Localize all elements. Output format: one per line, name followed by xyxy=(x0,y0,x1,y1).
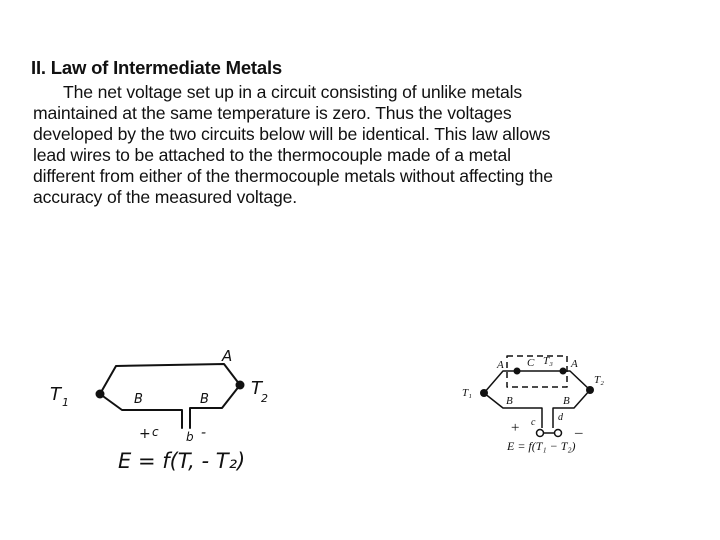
label-b-left: B xyxy=(506,395,513,407)
label-c-lower: c xyxy=(531,417,536,428)
label-a-left: A xyxy=(497,359,504,371)
label-plus: + xyxy=(139,426,151,442)
terminal-minus xyxy=(555,430,562,437)
paragraph-line: The net voltage set up in a circuit consisting of unlike metals xyxy=(63,82,522,102)
label-c: c xyxy=(152,425,159,439)
paragraph-line: accuracy of the measured voltage. xyxy=(33,187,297,207)
paragraph-line: different from either of the thermocouple metals without affecting the xyxy=(33,166,553,186)
label-minus: - xyxy=(201,425,207,441)
junction-t1-dot xyxy=(96,390,105,399)
label-b-left: B xyxy=(134,392,143,407)
junction-c-left-dot xyxy=(514,368,521,375)
right-equation: E = f(T₁ − T₂) xyxy=(507,439,576,453)
label-a-right: A xyxy=(571,358,578,370)
label-t2: T xyxy=(251,378,262,399)
label-b-right: B xyxy=(563,395,570,407)
junction-t2-dot xyxy=(586,386,594,394)
label-plus: + xyxy=(510,420,521,436)
junction-t2-dot xyxy=(236,381,245,390)
paragraph-line: developed by the two circuits below will be identical. This law allows xyxy=(33,124,551,144)
label-t2: T₂ xyxy=(594,374,604,386)
left-thermocouple-diagram xyxy=(100,364,240,428)
wire-a-c xyxy=(484,371,590,393)
label-minus: – xyxy=(575,425,583,441)
terminal-plus xyxy=(537,430,544,437)
label-t2-sub: 2 xyxy=(261,392,268,405)
label-c: C xyxy=(527,357,535,369)
wire-b-right xyxy=(190,385,240,428)
junction-c-right-dot xyxy=(560,368,567,375)
label-t3: T₃ xyxy=(543,355,553,367)
label-t1-sub: 1 xyxy=(62,396,69,409)
label-b-lower: b xyxy=(186,430,194,444)
wire-a xyxy=(100,364,240,394)
label-a: A xyxy=(222,347,233,365)
left-equation: E = f(T, - T₂) xyxy=(118,449,246,473)
paragraph-line: lead wires to be attached to the thermocouple made of a metal xyxy=(33,145,511,165)
label-t1: T₁ xyxy=(462,387,472,399)
label-d: d xyxy=(558,412,563,423)
section-heading: II. Law of Intermediate Metals xyxy=(31,57,283,78)
label-t1: T xyxy=(50,384,61,405)
junction-t1-dot xyxy=(480,389,488,397)
label-b-right: B xyxy=(200,392,209,407)
paragraph-line: maintained at the same temperature is zero. Thus the voltages xyxy=(33,103,512,123)
